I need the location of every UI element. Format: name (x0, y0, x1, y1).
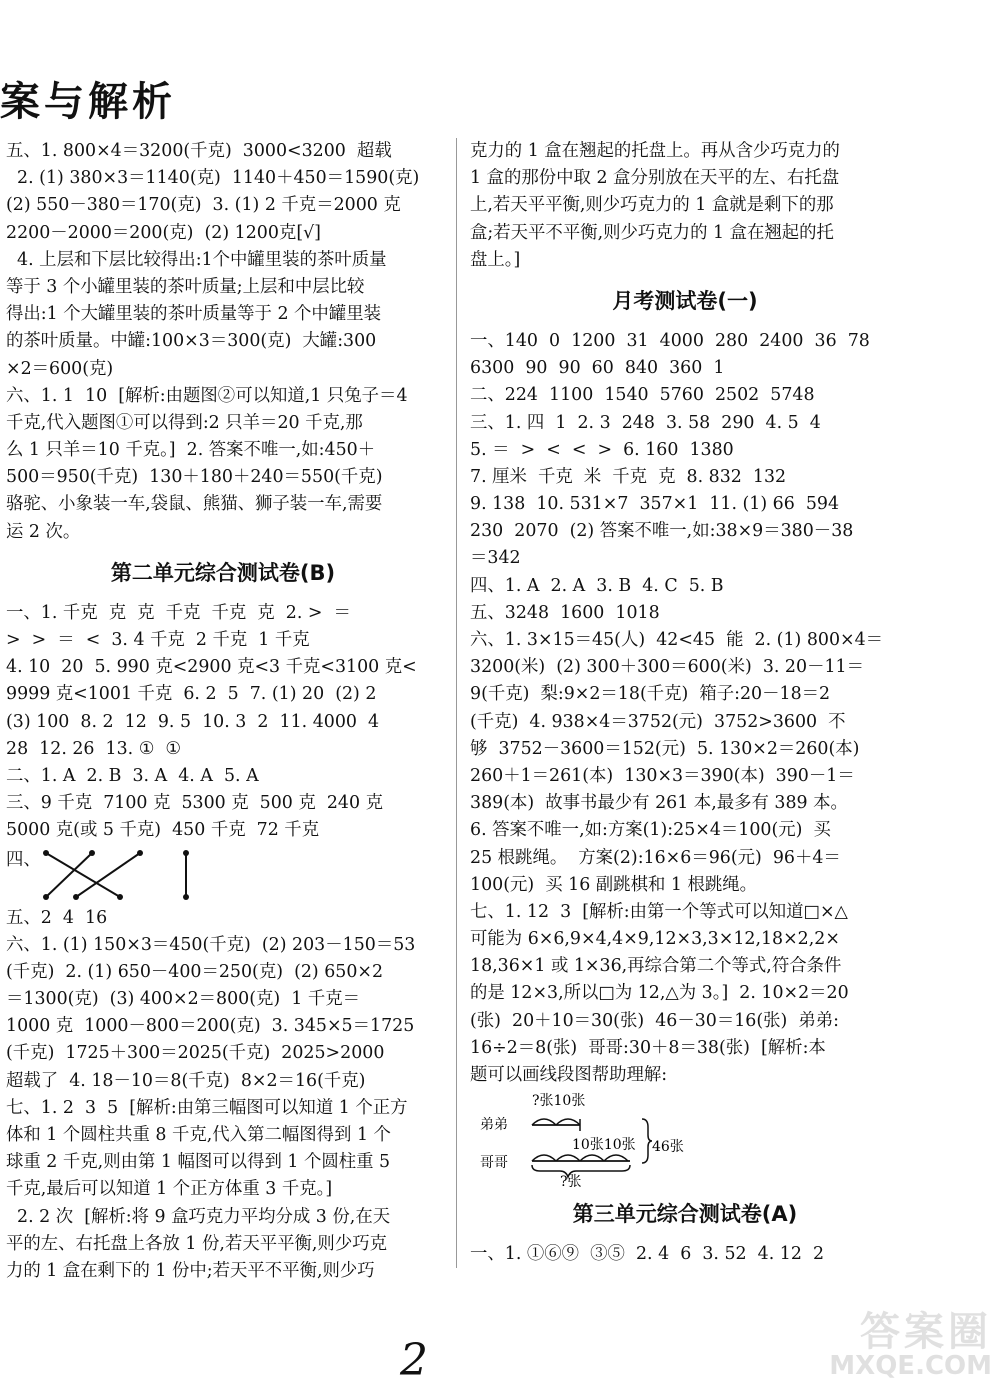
segment-label-younger: 弟弟 (480, 1117, 508, 1134)
text-line: 五、1. 800×4＝3200(千克) 3000<3200 超载 (6, 141, 392, 161)
text-line: 4. 上层和下层比较得出:1个中罐里装的茶叶质量 (6, 249, 387, 270)
text-line: 平的左、右托盘上各放 1 份,若天平平衡,则少巧克 (6, 1233, 387, 1254)
text-line: 运 2 次。 (6, 521, 81, 542)
text-line: (张) 20＋10＝30(张) 46－30＝16(张) 弟弟: (470, 1010, 840, 1031)
text-line: 得出:1 个大罐里装的茶叶质量等于 2 个中罐里装 (6, 304, 381, 325)
text-line: 千克,代入题图①可以得到:2 只羊＝20 千克,那 (6, 412, 363, 433)
text-line: 够 3752－3600＝152(元) 5. 130×2＝260(本) (470, 738, 860, 759)
watermark-text: 答案圈 (860, 1309, 992, 1355)
text-line: 1000 克 1000－800＝200(克) 3. 345×5＝1725 (6, 1016, 415, 1037)
text-line: 可能为 6×6,9×4,4×9,12×3,3×12,18×2,2× (470, 929, 840, 950)
segment-bottom-label: ?张 (560, 1174, 582, 1188)
text-line: 六、1. (1) 150×3＝450(千克) (2) 203－150＝53 (6, 934, 416, 955)
text-line: 盒;若天平不平衡,则少巧克力的 1 盒在翘起的托 (470, 222, 834, 243)
text-line: 四、1. A 2. A 3. B 4. C 5. B (470, 575, 724, 596)
text-line: 题可以画线段图帮助理解: (470, 1065, 668, 1085)
monthly-test-answers (470, 328, 900, 1187)
text-line: 18,36×1 或 1×36,再综合第二个等式,符合条件 (470, 956, 842, 977)
watermark-logo (829, 1309, 992, 1383)
text-line: 克力的 1 盒在翘起的托盘上。再从含少巧克力的 (470, 141, 840, 161)
text-line: (千克) 1725＋300＝2025(千克) 2025>2000 (6, 1043, 385, 1064)
text-line: 的是 12×3,所以□为 12,△为 3。] 2. 10×2＝20 (470, 983, 849, 1004)
matching-diagram-row (6, 845, 440, 905)
text-line: 2200－2000＝200(克) (2) 1200克[√] (6, 222, 321, 243)
text-line: 等于 3 个小罐里装的茶叶质量;上层和中层比较 (6, 276, 365, 297)
text-line: ×2＝600(克) (6, 358, 114, 379)
text-line: 上,若天平平衡,则少巧克力的 1 盒就是剩下的那 (470, 195, 834, 216)
text-line: 2. 2 次 [解析:将 9 盒巧克力平均分成 3 份,在天 (6, 1206, 391, 1227)
text-line: 六、1. 3×15＝45(人) 42<45 能 2. (1) 800×4＝ (470, 630, 884, 650)
matching-line (43, 850, 95, 900)
text-line: 千克,最后可以知道 1 个正方体重 3 千克。] (6, 1179, 333, 1200)
text-line: 体和 1 个圆柱共重 8 千克,代入第二幅图得到 1 个 (6, 1125, 391, 1145)
page-number: 2 (400, 1335, 428, 1386)
text-line: 16÷2＝8(张) 哥哥:30＋8＝38(张) [解析:本 (470, 1037, 826, 1058)
text-line: > > ＝ < 3. 4 千克 2 千克 1 千克 (6, 630, 310, 650)
text-line: ＝342 (470, 548, 521, 569)
left-answers-block (6, 138, 440, 546)
text-line: 6300 90 90 60 840 360 1 (470, 358, 725, 379)
text-line: 5000 克(或 5 千克) 450 千克 72 千克 (6, 820, 320, 841)
text-line: 么 1 只羊＝10 千克。] 2. 答案不唯一,如:450＋ (6, 440, 376, 461)
text-line: (2) 550－380＝170(克) 3. (1) 2 千克＝2000 克 (6, 195, 401, 216)
text-line: (3) 100 8. 2 12 9. 5 10. 3 2 11. 4000 4 (6, 711, 380, 732)
text-line: 六、1. 1 10 [解析:由题图②可以知道,1 只兔子＝4 (6, 385, 408, 406)
text-line: 五、3248 1600 1018 (470, 602, 660, 623)
text-line: (千克) 4. 938×4＝3752(元) 3752>3600 不 (470, 711, 846, 732)
text-line: ＝1300(克) (3) 400×2＝800(克) 1 千克＝ (6, 989, 361, 1010)
text-line: 2. (1) 380×3＝1140(克) 1140＋450＝1590(克) (6, 168, 420, 189)
page-title: 案与解析 (0, 79, 176, 125)
text-line: 五、2 4 16 (6, 907, 108, 928)
segment-middle-label: 10张10张 (572, 1137, 636, 1154)
text-line: 一、1. 千克 克 克 千克 千克 克 2. > ＝ (6, 602, 351, 623)
text-line: 力的 1 盒在剩下的 1 份中;若天平不平衡,则少巧 (6, 1260, 375, 1281)
text-line: 7. 厘米 千克 米 千克 克 8. 832 132 (470, 466, 787, 487)
text-line: 6. 答案不唯一,如:方案(1):25×4＝100(元) 买 (470, 820, 831, 841)
right-continued-block (470, 138, 900, 274)
segment-diagram-svg (480, 1089, 720, 1187)
text-line: 100(元) 买 16 副跳棋和 1 根跳绳。 (470, 874, 758, 895)
text-line: 三、1. 四 1 2. 3 248 3. 58 290 4. 5 4 (470, 412, 821, 433)
text-line: 9999 克<1001 千克 6. 2 5 7. (1) 20 (2) 2 (6, 684, 377, 705)
text-line: 三、9 千克 7100 克 5300 克 500 克 240 克 (6, 793, 383, 814)
text-line: 230 2070 (2) 答案不唯一,如:38×9＝380－38 (470, 521, 854, 542)
total-brace (642, 1119, 652, 1163)
text-line: 9(千克) 梨:9×2＝18(千克) 箱子:20－18＝2 (470, 684, 831, 705)
unit3-a-answers (470, 1241, 900, 1268)
text-line: 超载了 4. 18－10＝8(千克) 8×2＝16(千克) (6, 1070, 366, 1091)
text-line: 4. 10 20 5. 990 克<2900 克<3 千克<3100 克< (6, 657, 417, 678)
section-title-unit3-a: 第三单元综合测试卷(A) (572, 1202, 798, 1227)
text-line: 500＝950(千克) 130＋180＋240＝550(千克) (6, 467, 383, 488)
text-line: 的茶叶质量。中罐:100×3＝300(克) 大罐:300 (6, 331, 377, 352)
text-line: 9. 138 10. 531×7 357×1 11. (1) 66 594 (470, 494, 840, 515)
column-divider (456, 138, 457, 1268)
segment-diagram (470, 1089, 900, 1187)
text-line: 25 根跳绳。 方案(2):16×6＝96(元) 96＋4＝ (470, 847, 841, 868)
unit2-b-answers (6, 600, 440, 1285)
text-line: 5. ＝ > < < > 6. 160 1380 (470, 439, 734, 460)
segment-total-label: 46张 (652, 1139, 684, 1156)
younger-segment-arcs (532, 1119, 580, 1125)
section-title-unit2-b: 第二单元综合测试卷(B) (110, 560, 336, 585)
text-line: 一、1. ①⑥⑨ ③⑤ 2. 4 6 3. 52 4. 12 2 (470, 1244, 825, 1265)
section-title-monthly-test: 月考测试卷(一) (612, 288, 758, 313)
text-line: 二、1. A 2. B 3. A 4. A 5. A (6, 765, 259, 786)
text-line: 骆驼、小象装一车,袋鼠、熊猫、狮子装一车,需要 (6, 494, 383, 515)
older-segment-arcs (532, 1155, 628, 1161)
text-line: 二、224 1100 1540 5760 2502 5748 (470, 385, 815, 406)
text-line: 28 12. 26 13. ① ① (6, 738, 181, 759)
watermark-url: MXQE.COM (829, 1351, 992, 1381)
text-line: 1 盒的那份中取 2 盒分别放在天平的左、右托盘 (470, 168, 840, 189)
text-line: 七、1. 2 3 5 [解析:由第三幅图可以知道 1 个正方 (6, 1097, 408, 1118)
text-line: 盘上。] (470, 249, 521, 270)
text-line: 3200(米) (2) 300＋300＝600(米) 3. 20－11＝ (470, 657, 864, 678)
text-line: 一、140 0 1200 31 4000 280 2400 36 78 (470, 330, 870, 351)
text-line: 球重 2 千克,则由第 1 幅图可以得到 1 个圆柱重 5 (6, 1152, 391, 1173)
matching-line (183, 850, 189, 900)
left-column (6, 138, 440, 1285)
segment-top-label: ?张10张 (532, 1093, 586, 1110)
text-line: 七、1. 12 3 [解析:由第一个等式可以知道□×△ (470, 901, 848, 922)
text-line: (千克) 2. (1) 650－400＝250(克) (2) 650×2 (6, 961, 384, 982)
text-line: 260＋1＝261(本) 130×3＝390(本) 390－1＝ (470, 765, 855, 786)
segment-label-older: 哥哥 (480, 1155, 508, 1172)
question-label: 四、 (6, 849, 41, 870)
text-line: 389(本) 故事书最少有 261 本,最多有 389 本。 (470, 793, 848, 814)
right-column (470, 138, 900, 1268)
matching-lines-diagram (36, 845, 236, 905)
